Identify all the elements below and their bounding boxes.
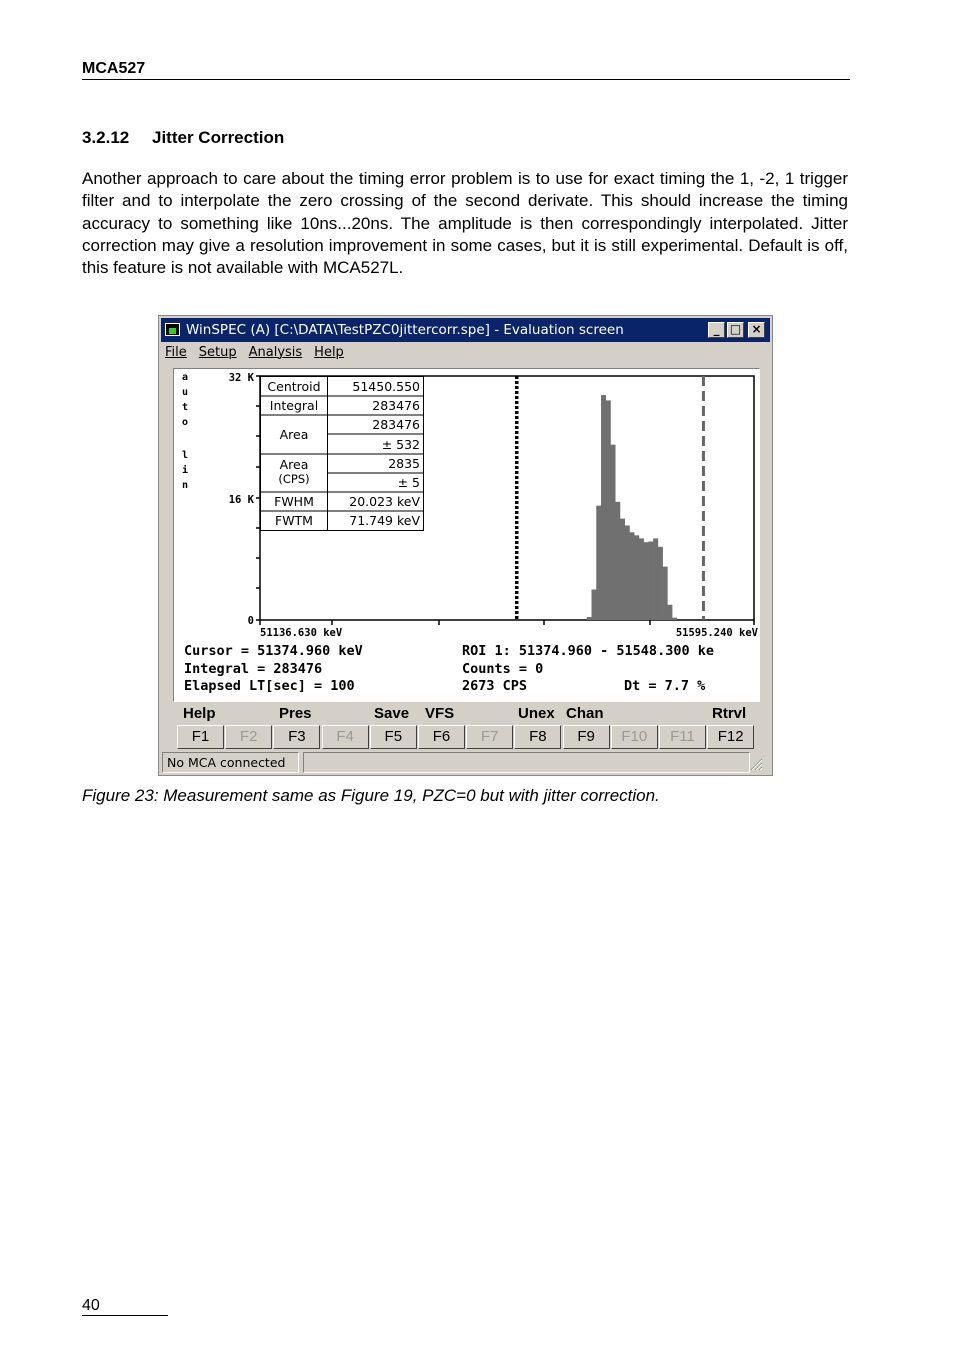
roi-label-fwtm: FWTM xyxy=(275,513,313,528)
x-axis-left-label: 51136.630 keV xyxy=(260,627,343,639)
page-header: MCA527 xyxy=(82,60,850,80)
fkey-f9-button[interactable]: F9 xyxy=(563,725,610,749)
spectrum-panel xyxy=(173,368,760,702)
spectrum-bar xyxy=(667,605,672,620)
scale-letter: a xyxy=(182,372,189,383)
roi-value-area-error: ± 532 xyxy=(381,437,420,452)
function-key-bar xyxy=(177,705,757,749)
roi-value-integral: 283476 xyxy=(372,398,420,413)
roi-label-centroid: Centroid xyxy=(267,379,321,394)
function-key-labels xyxy=(177,705,757,723)
page-number: 40 xyxy=(82,1297,168,1316)
roi-value-area-cps-error: ± 5 xyxy=(397,475,420,490)
fkey-f7-button[interactable]: F7 xyxy=(466,725,513,749)
spectrum-bar xyxy=(639,538,644,620)
spectrum-bar xyxy=(634,535,639,620)
scale-letter: i xyxy=(182,465,189,476)
cps-readout: 2673 CPS xyxy=(462,678,528,694)
roi-value-fwtm: 71.749 keV xyxy=(349,513,420,528)
spectrum-bar xyxy=(620,519,625,620)
spectrum-bar xyxy=(606,400,611,620)
roi-label-area: Area xyxy=(279,427,309,442)
roi-sublabel-cps: (CPS) xyxy=(278,472,310,486)
y-tick-label-mid: 16 K xyxy=(228,494,254,506)
body-paragraph: Another approach to care about the timing error problem is to use for exact timing the 1, -2, 1 trigger filter and to interpolate the zero crossing of the second derivate. This should increase the timing accuracy to something like 10ns...20ns. The amplitude is then correspondingly interpolated. Jitter correction may give a resolution improvement in some cases, but it is still experimental. Default is off, this feature is not available with MCA527L. xyxy=(82,169,848,278)
roi-value-area-cps: 2835 xyxy=(388,456,420,471)
fkey-label-help: Help xyxy=(183,705,216,722)
spectrum-bar xyxy=(672,618,677,620)
spectrum-bar xyxy=(629,532,634,620)
status-bar xyxy=(162,752,767,773)
y-tick-label-top: 32 K xyxy=(228,372,254,384)
fkey-f4-button[interactable]: F4 xyxy=(322,725,369,749)
roi-readout: ROI 1: 51374.960 - 51548.300 ke xyxy=(462,643,714,659)
fkey-f2-button[interactable]: F2 xyxy=(225,725,272,749)
menu-setup[interactable]: Setup xyxy=(198,345,237,360)
x-axis-right-label: 51595.240 keV xyxy=(675,627,758,639)
status-connection: No MCA connected xyxy=(162,752,299,773)
spectrum-bar xyxy=(625,525,630,620)
fkey-label-unex: Unex xyxy=(518,705,555,722)
spectrum-bar xyxy=(592,590,597,621)
cursor-readout: Cursor = 51374.960 keV xyxy=(184,643,363,659)
integral-readout: Integral = 283476 xyxy=(184,661,323,677)
fkey-f5-button[interactable]: F5 xyxy=(370,725,417,749)
spectrum-bar xyxy=(653,538,658,620)
fkey-label-pres: Pres xyxy=(279,705,312,722)
y-tick-label-zero: 0 xyxy=(247,615,254,627)
menu-analysis[interactable]: Analysis xyxy=(248,345,303,360)
spectrum-bar xyxy=(610,445,615,620)
roi-label-integral: Integral xyxy=(269,398,319,413)
function-keys xyxy=(177,725,757,749)
title-bar[interactable] xyxy=(161,318,770,342)
figure-caption: Figure 23: Measurement same as Figure 19, PZC=0 but with jitter correction. xyxy=(82,786,660,805)
fkey-f12-button[interactable]: F12 xyxy=(707,725,754,749)
elapsed-readout: Elapsed LT[sec] = 100 xyxy=(184,678,355,694)
status-pane xyxy=(303,752,750,773)
scale-letter: u xyxy=(182,387,189,398)
section-number: 3.2.12 xyxy=(82,128,130,147)
maximize-button[interactable]: □ xyxy=(727,322,744,338)
resize-grip-icon[interactable] xyxy=(749,757,763,771)
fkey-label-rtrvl: Rtrvl xyxy=(712,705,747,722)
roi-value-centroid: 51450.550 xyxy=(352,379,420,394)
spectrum-bar xyxy=(596,506,601,620)
scale-letter: t xyxy=(182,402,189,413)
fkey-f11-button[interactable]: F11 xyxy=(659,725,706,749)
fkey-f10-button[interactable]: F10 xyxy=(611,725,658,749)
section-heading xyxy=(82,128,284,148)
scale-letter: n xyxy=(182,480,189,491)
spectrum-bar xyxy=(601,395,606,620)
roi-label-area-cps: Area xyxy=(279,457,309,472)
roi-label-fwhm: FWHM xyxy=(274,494,314,509)
fkey-f3-button[interactable]: F3 xyxy=(273,725,320,749)
fkey-label-chan: Chan xyxy=(566,705,604,722)
app-icon xyxy=(165,323,180,336)
counts-readout: Counts = 0 xyxy=(462,661,544,677)
scale-letter: o xyxy=(182,417,189,428)
fkey-f1-button[interactable]: F1 xyxy=(177,725,224,749)
fkey-f6-button[interactable]: F6 xyxy=(418,725,465,749)
roi-value-area: 283476 xyxy=(372,417,420,432)
close-button[interactable]: × xyxy=(748,322,765,338)
spectrum-bars xyxy=(587,395,677,620)
roi-value-fwhm: 20.023 keV xyxy=(349,494,420,509)
spectrum-bar xyxy=(644,542,649,620)
spectrum-bar xyxy=(663,567,668,620)
spectrum-plot[interactable] xyxy=(174,369,759,701)
roi-table xyxy=(260,376,424,531)
scale-letter: l xyxy=(182,450,189,461)
spectrum-bar xyxy=(587,617,592,620)
fkey-label-save: Save xyxy=(374,705,410,722)
menu-file[interactable]: File xyxy=(165,345,187,360)
spectrum-bar xyxy=(615,502,620,620)
spectrum-bar xyxy=(658,547,663,620)
menu-bar xyxy=(165,345,356,363)
section-title: Jitter Correction xyxy=(152,128,285,147)
window-title: WinSPEC (A) [C:\DATA\TestPZC0jittercorr.spe] - Evaluation screen xyxy=(186,322,624,338)
deadtime-readout: Dt = 7.7 % xyxy=(624,678,706,694)
menu-help[interactable]: Help xyxy=(314,345,344,360)
fkey-f8-button[interactable]: F8 xyxy=(514,725,561,749)
minimize-button[interactable]: _ xyxy=(708,322,725,338)
spectrum-bar xyxy=(648,541,653,620)
fkey-label-vfs: VFS xyxy=(425,705,455,722)
winspec-window xyxy=(158,315,773,776)
